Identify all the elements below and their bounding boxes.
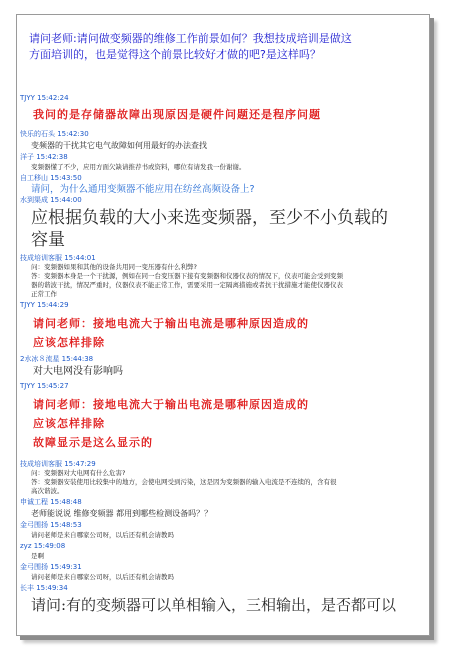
message-text: 请问老师：接地电流大于输出电流是哪种原因造成的 bbox=[33, 398, 309, 411]
message-header: 申诚工程 15:48:48 bbox=[20, 498, 82, 506]
message-header: 技成培训客服 15:44:01 bbox=[20, 254, 96, 262]
message-header: 技成培训客服 15:47:29 bbox=[20, 460, 96, 468]
message-text: 答：变频器本身是一个干扰源，例如在同一台变压器下接有变频器和仪器仪表的情况下，仪表可能会受到变频 bbox=[31, 272, 343, 280]
message-header: 快乐的石头 15:42:30 bbox=[20, 130, 89, 138]
message-text: 对大电网没有影响吗 bbox=[33, 366, 123, 377]
message-header: 长丰 15:49:34 bbox=[20, 584, 68, 592]
message-text: 故障显示是这么显示的 bbox=[33, 436, 153, 449]
message-text: 老师能说说 维修变频器 都用到哪些检测设备吗？？ bbox=[31, 509, 213, 518]
message-header: TJYY 15:45:27 bbox=[20, 382, 69, 390]
message-text: 高次谐波。 bbox=[31, 487, 64, 495]
chat-log bbox=[17, 15, 430, 615]
message-text: 正常工作 bbox=[31, 290, 57, 298]
message-text: 应该怎样排除 bbox=[33, 336, 105, 349]
message-header: TJYY 15:44:29 bbox=[20, 301, 69, 309]
message-header: TJYY 15:42:24 bbox=[20, 94, 69, 102]
message-text: 我问的是存储器故障出现原因是硬件问题还是程序问题 bbox=[33, 108, 321, 121]
message-text: 答：变频器安装使用比较集中的地方，会使电网受到污染，这是因为变频器的输入电流是不连续的，含有很 bbox=[31, 478, 337, 486]
message-header: 水到渠成 15:44:00 bbox=[20, 196, 82, 204]
message-text: 应该怎样排除 bbox=[33, 417, 105, 430]
message-text: 请问，为什么通用变频器不能应用在纺丝高频设备上? bbox=[31, 184, 255, 195]
message-text: 容量 bbox=[31, 230, 65, 250]
message-text: 请问老师是来自哪家公司呀，以后还有机会请教吗 bbox=[31, 531, 174, 539]
message-header: zyz 15:49:08 bbox=[20, 542, 66, 550]
message-header: 自工移山 15:43:50 bbox=[20, 174, 82, 182]
message-header: 洋子 15:42:38 bbox=[20, 153, 68, 161]
message-text: 变频器的干扰其它电气故障如何用最好的办法查找 bbox=[31, 141, 207, 150]
message-text: 请问:有的变频器可以单相输入，三相输出，是否都可以 bbox=[31, 596, 397, 614]
message-header: 金弓围扬 15:49:31 bbox=[20, 563, 82, 571]
message-text: 器的谐波干扰，情况严重时，仪器仪表不能正常工作，需要采用一定隔离措施或者抗干扰措施才能使仪器仪表 bbox=[31, 281, 343, 289]
message-text: 问：变频器如果和其他的设备共用同一变压器有什么利弊? bbox=[31, 263, 197, 271]
message-text: 是啊 bbox=[31, 552, 44, 560]
message-text: 应根据负载的大小来选变频器，至少不小负载的 bbox=[31, 208, 388, 228]
message-text: 问：变频器对大电网有什么危害? bbox=[31, 469, 126, 477]
message-text: 变频器懂了不少，应用方面欠缺请推荐书或资料，哪位有请发我一份谢谢。 bbox=[31, 163, 246, 171]
message-text: 请问老师是来自哪家公司呀，以后还有机会请教吗 bbox=[31, 573, 174, 581]
message-header: 2水冰８流星 15:44:38 bbox=[20, 355, 94, 363]
screenshot-frame bbox=[16, 14, 430, 636]
message-text: 请问老师：接地电流大于输出电流是哪种原因造成的 bbox=[33, 317, 309, 330]
message-header: 金弓围扬 15:48:53 bbox=[20, 521, 82, 529]
question-line-2: 方面培训的，也是觉得这个前景比较好才做的吧?是这样吗？ bbox=[29, 48, 321, 61]
question-line-1: 请问老师:请问做变频器的维修工作前景如何？我想技成培训是做这 bbox=[29, 32, 352, 45]
